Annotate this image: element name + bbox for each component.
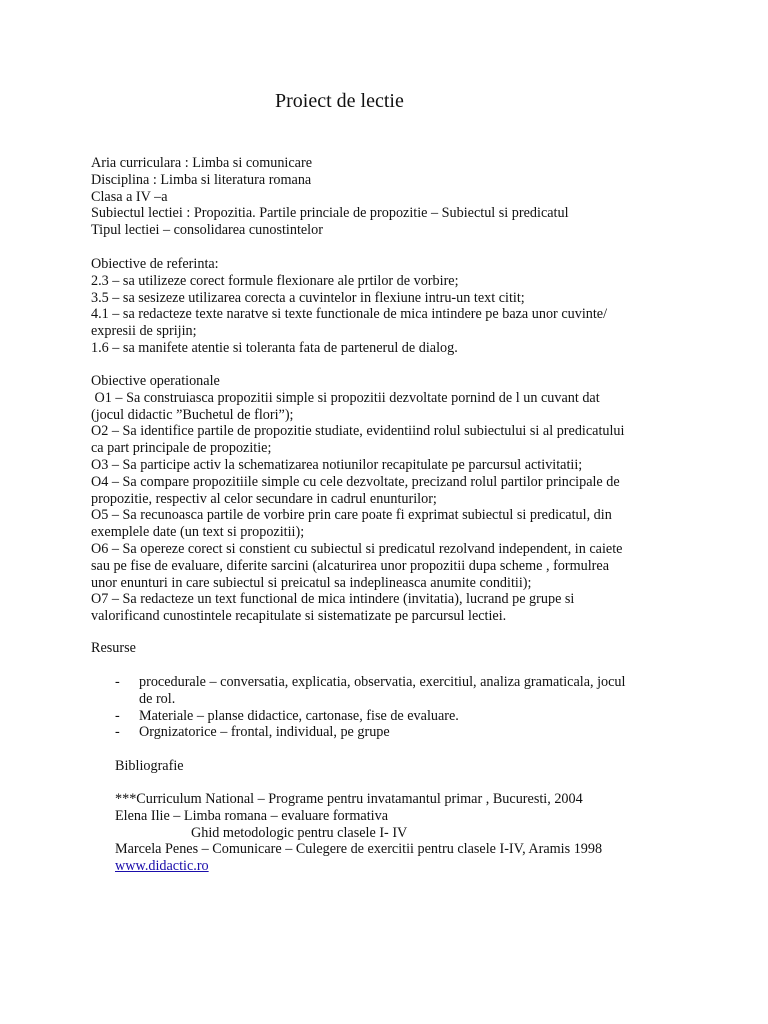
reference-objectives [91, 256, 691, 357]
resources-list [115, 674, 695, 741]
list-dash: - [115, 707, 120, 724]
operational-objective-line: unor enunturi in care subiectul si preicatul sa indeplineasca anumite conditii); [91, 574, 532, 591]
operational-objective-line: exemplele date (un text si propozitii); [91, 524, 305, 541]
header-line-aria: Aria curriculara : Limba si comunicare [91, 155, 312, 171]
header-line-clasa: Clasa a IV –a [91, 188, 168, 205]
operational-objective-line: propozitie, respectiv al celor secundare in cadrul enunturilor; [91, 490, 437, 507]
operational-objective-line: valorificand cunostintele recapitulate si sistematizate pe parcursul lectiei. [91, 608, 507, 625]
reference-objective-line: expresii de sprijin; [91, 323, 197, 340]
operational-objective-line: O3 – Sa participe activ la schematizarea notiunilor recapitulate pe parcursul activitatii; [91, 456, 583, 473]
header-line-disciplina: Disciplina : Limba si literatura romana [91, 171, 312, 188]
bibliography-entry: Elena Ilie – Limba romana – evaluare formativa [115, 807, 388, 824]
operational-objective-line: O5 – Sa recunoasca partile de vorbire prin care poate fi exprimat subiectul si predicatul, din [91, 507, 612, 524]
list-item-text: Orgnizatorice – frontal, individual, pe grupe [139, 724, 390, 741]
reference-objective-line: 3.5 – sa sesizeze utilizarea corecta a cuvintelor in flexiune intru-un text citit; [91, 289, 525, 306]
list-item-text: procedurale – conversatia, explicatia, observatia, exercitiul, analiza gramaticala, jocul [139, 674, 626, 690]
bibliography-entry: ***Curriculum National – Programe pentru invatamantul primar , Bucuresti, 2004 [115, 791, 583, 807]
operational-objective-line: sau pe fise de evaluare, diferite sarcini (alcaturirea unor propozitii dupa scheme , formulrea [91, 557, 610, 574]
list-item [115, 708, 695, 725]
header-line-tipul: Tipul lectiei – consolidarea cunostintelor [91, 222, 323, 239]
page-title: Proiect de lectie [275, 90, 404, 112]
bibliography-heading: Bibliografie [115, 758, 184, 774]
operational-objective-line: O4 – Sa compare propozitiile simple cu cele dezvoltate, precizand rolul partilor principale de [91, 473, 620, 490]
list-dash: - [115, 674, 120, 690]
operational-objective-line: O1 – Sa construiasca propozitii simple si propozitii dezvoltate pornind de l un cuvant dat [91, 389, 600, 406]
resources-section [91, 640, 691, 657]
reference-objective-line: 4.1 – sa redacteze texte naratve si texte functionale de mica intindere pe baza unor cuvinte/ [91, 306, 608, 323]
operational-objective-line: O6 – Sa opereze corect si constient cu subiectul si predicatul rezolvand independent, in caiete [91, 540, 623, 557]
header-line-subiectul: Subiectul lectiei : Propozitia. Partile princiale de propozitie – Subiectul si predicatul [91, 205, 569, 222]
list-item [115, 724, 695, 741]
list-item-text: de rol. [139, 690, 176, 707]
resources-heading: Resurse [91, 640, 136, 656]
bibliography-heading-block [115, 758, 715, 775]
operational-objective-line: O2 – Sa identifice partile de propozitie studiate, evidentiind rolul subiectului si al predicatului [91, 423, 625, 440]
reference-objective-line: 2.3 – sa utilizeze corect formule flexionare ale prtilor de vorbire; [91, 272, 459, 289]
list-item-text: Materiale – planse didactice, cartonase, fise de evaluare. [139, 707, 459, 724]
operational-objective-line: ca part principale de propozitie; [91, 440, 272, 457]
operational-objectives [91, 373, 691, 625]
operational-objectives-heading: Obiective operationale [91, 373, 220, 389]
operational-objective-line: (jocul didactic ”Buchetul de flori”); [91, 406, 294, 423]
website-link[interactable]: www.didactic.ro [115, 858, 209, 875]
bibliography-entry: Marcela Penes – Comunicare – Culegere de exercitii pentru clasele I-IV, Aramis 1998 [115, 841, 603, 858]
bibliography-entry: Ghid metodologic pentru clasele I- IV [191, 824, 408, 841]
reference-objective-line: 1.6 – sa manifete atentie si toleranta fata de partenerul de dialog. [91, 339, 458, 356]
reference-objectives-heading: Obiective de referinta: [91, 256, 219, 272]
list-dash: - [115, 724, 120, 741]
operational-objective-line: O7 – Sa redacteze un text functional de mica intindere (invitatia), lucrand pe grupe si [91, 591, 575, 608]
list-item [115, 674, 695, 708]
bibliography-list [115, 791, 715, 875]
lesson-header-info [91, 155, 691, 239]
